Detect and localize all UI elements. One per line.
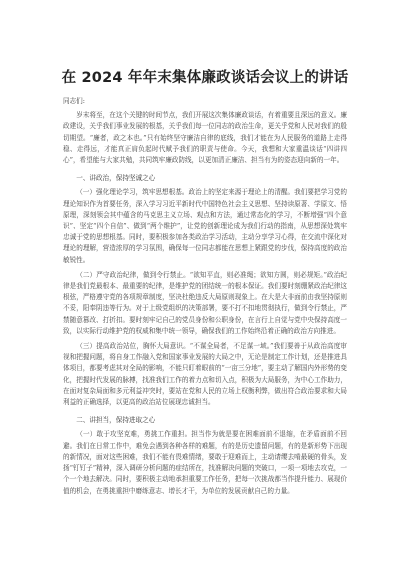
section-heading-1: 一、讲政治，保持坚诚之心 xyxy=(76,174,156,183)
section-1-item-1: （一）强化理论学习，筑牢思想根基。政治上的坚定来源于理论上的清醒。我们要把学习党的理论知识作为首要任务，深入学习习近平新时代中国特色社会主义思想、坚持读原著、学原文、悟原理，深刻领会其中蕴含的马克思主义立场、观点和方法，通过常态化的学习，不断增强“四个意识”、坚定“四个自信”、做到“两个维护”，让党的创新理论成为我们行动的指南，从思想深处筑牢忠诚于党的思想根基。同时，要积极参加各类政治学习活动，主动分享学习心得，在交流中深化对理论的理解，营造浓厚的学习氛围，确保每一位同志都能在思想上紧跟党的步伐，保持高度的政治敏锐性。 xyxy=(63,188,347,264)
section-2-item-1: （一）敢于攻坚克难，勇挑工作重担。担当作为就是要在困难面前不退缩，在矛盾面前不回避。我们在日常工作中，难免会遇到各种各样的难题，有的是历史遗留问题，有的是新形势下出现的新情况，面对这些困难，我们不能有畏难情绪，要敢于迎难而上，主动请缨去啃最硬的骨头，发扬“钉钉子”精神，深入调研分析问题的症结所在，找准解决问题的突破口，一项一项地去攻克，一个一个地去解决。同时，要积极主动地承担重要工作任务，把每一次挑战都当作提升能力、展现价值的机会，在勇挑重担中磨练意志、增长才干，为单位的发展贡献自己的力量。 xyxy=(63,430,347,495)
section-1-item-3: （三）提高政治站位，胸怀大局意识。“不谋全局者，不足谋一域。”我们要善于从政治高度审视和把握问题，将自身工作融入党和国家事业发展的大局之中，无论是制定工作计划，还是推进具体项目，都要考虑其对全局的影响，不能只盯着眼前的“一亩三分地”，要主动了解国内外形势的变化，把握时代发展的脉搏，找准我们工作的着力点和切入点，积极为大局服务，为中心工作助力，在面对复杂局面和多元利益冲突时，要站在党和人民的立场上权衡利弊，做出符合政治要求和大局利益的正确选择，以更高的政治站位展现忠诚担当。 xyxy=(63,342,347,407)
spacer xyxy=(63,166,347,170)
spacer xyxy=(63,408,347,412)
document-title: 在 2024 年年末集体廉政谈话会议上的讲话 xyxy=(61,70,349,86)
section-heading-2: 二、讲担当，保持进取之心 xyxy=(76,416,156,425)
intro-paragraph: 岁末将至，在这个关键的时间节点，我们开展这次集体廉政谈话，有着重要且深远的意义。廉政建设，关乎我们事业发展的根基，关乎我们每一位同志的政治生命，更关乎党和人民对我们的殷切期望。“廉者，政之本也。”只有始终坚守廉洁自律的底线，我们才能在为人民服务的道路上走得稳、走得远，才能真正肩负起时代赋予我们的职责与使命。今天，我想和大家重温谈话“四讲四心”，希望能与大家共勉，共同筑牢廉政防线，以更加清正廉洁、担当有为的姿态迎向新的一年。 xyxy=(63,111,347,165)
salutation: 同志们: xyxy=(63,97,86,105)
document-body xyxy=(63,96,347,497)
section-1-item-2: （二）严守政治纪律，做到令行禁止。“欲知平直，则必准绳；欲知方圆，则必规矩。”政治纪律是我们党最根本、最重要的纪律，是维护党的团结统一的根本保证。我们要时刻绷紧政治纪律这根弦，严格遵守党的各项规章制度，坚决杜绝违反大局原则现象上。在大是大非面前由我坚持原则不妥，阳奉阴违等行为。对于上级党组织的决策部署，要不打不扣地贯彻执行，做到令行禁止，严禁随意篡改、打折扣。要时刻牢记自己的党员身份和公职身份，在言行上自觉与党中央保持高度一致，以实际行动维护党的权威和集中统一领导，确保我们的工作始终沿着正确的政治方向推进。 xyxy=(63,270,347,335)
